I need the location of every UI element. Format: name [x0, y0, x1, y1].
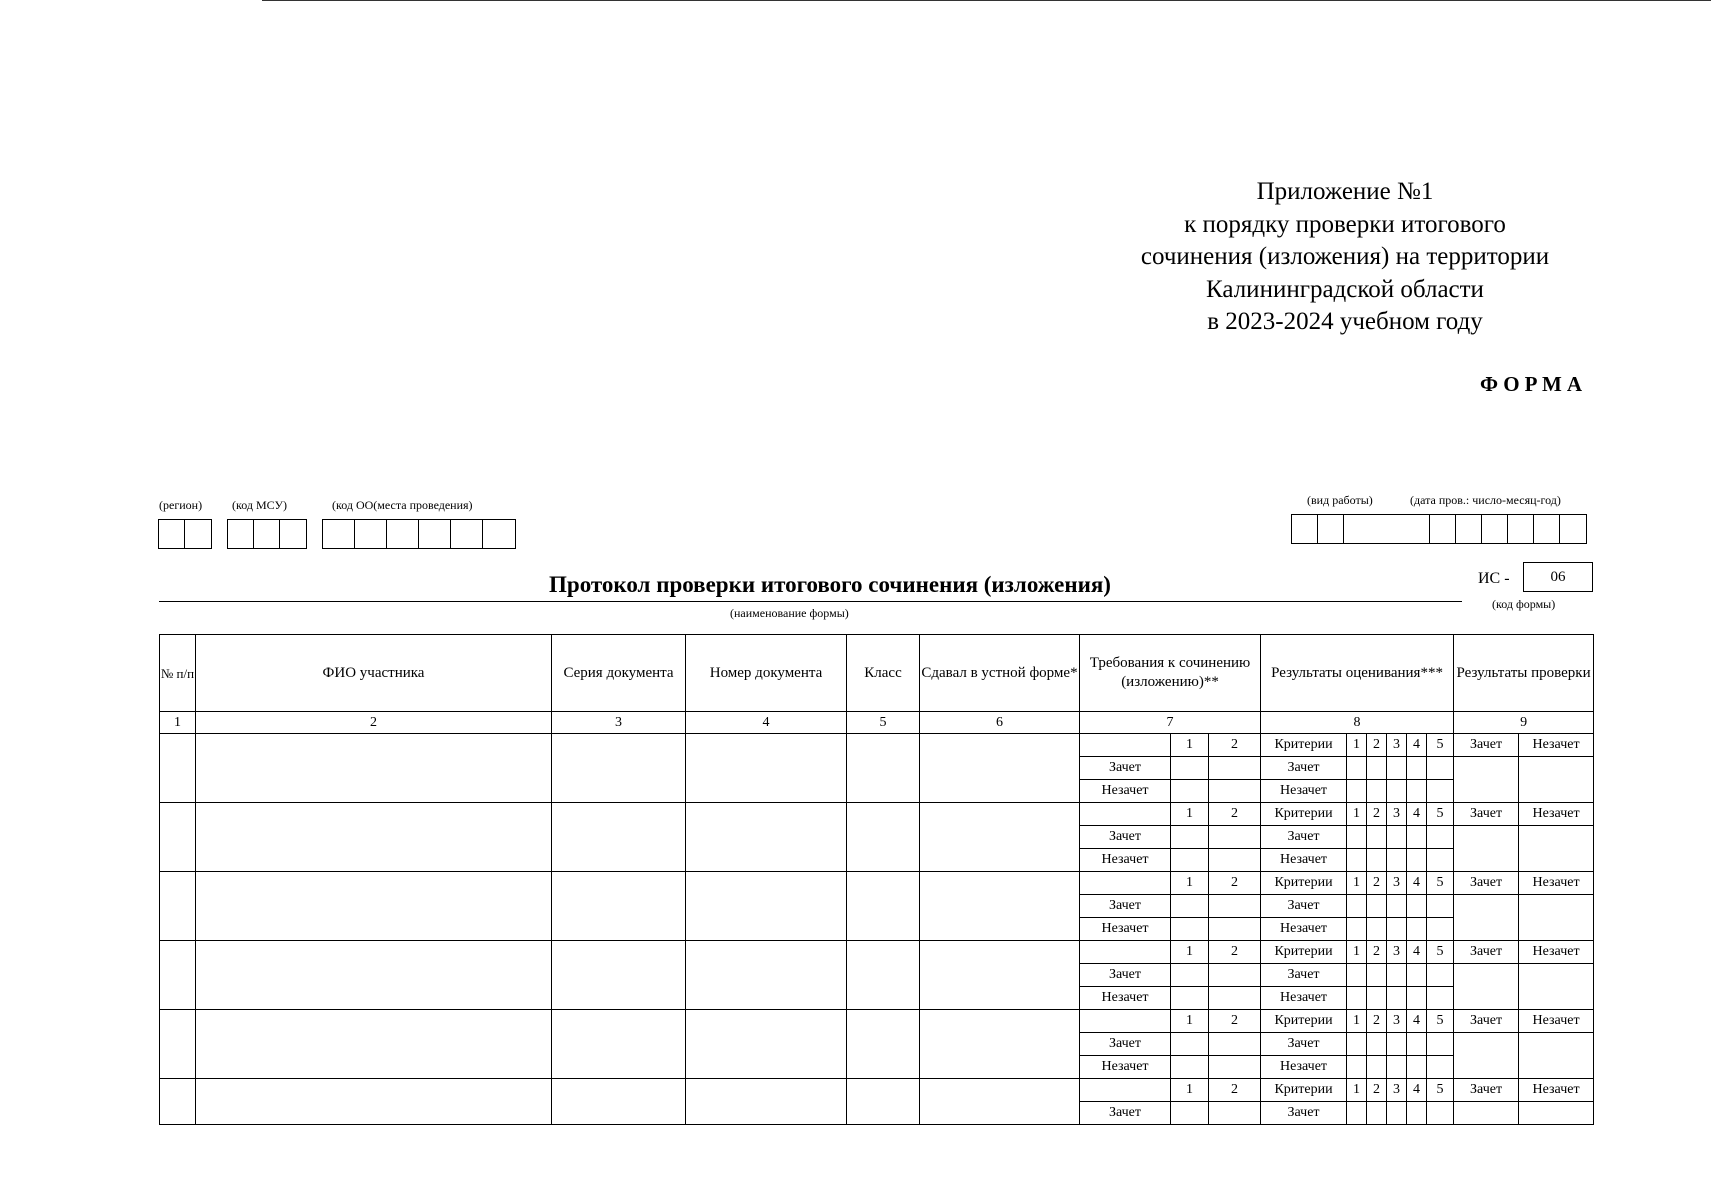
criterion-fail-cell[interactable]: [1427, 849, 1454, 872]
table-cell: 3: [1387, 941, 1407, 964]
table-cell: Незачет: [1080, 780, 1171, 803]
criterion-fail-cell[interactable]: [1427, 1056, 1454, 1079]
table-cell: 5: [1427, 803, 1454, 826]
participant-name-cell[interactable]: [196, 1010, 552, 1079]
table-cell: Зачет: [1261, 964, 1347, 987]
table-cell: 2: [1367, 734, 1387, 757]
criterion-pass-cell[interactable]: [1367, 895, 1387, 918]
requirement-1-pass-cell[interactable]: [1171, 1102, 1209, 1125]
requirement-1-fail-cell[interactable]: [1171, 987, 1209, 1010]
table-cell: [1080, 1079, 1171, 1102]
criterion-fail-cell[interactable]: [1367, 918, 1387, 941]
oral-form-cell[interactable]: [920, 803, 1080, 872]
requirement-1-pass-cell[interactable]: [1171, 1033, 1209, 1056]
table-cell: 1: [1171, 734, 1209, 757]
table-cell: 4: [1407, 1079, 1427, 1102]
table-cell: Критерии: [1261, 734, 1347, 757]
table-cell: 2: [1209, 941, 1261, 964]
oo-caption: (код ОО(места проведения): [332, 498, 473, 512]
column-number: 3: [552, 712, 686, 734]
requirement-2-pass-cell[interactable]: [1209, 895, 1261, 918]
criterion-fail-cell[interactable]: [1407, 849, 1427, 872]
table-cell: 1: [1171, 941, 1209, 964]
header-cell: Класс: [847, 635, 920, 712]
region-code-field[interactable]: [158, 519, 212, 549]
criterion-fail-cell[interactable]: [1367, 849, 1387, 872]
criterion-pass-cell[interactable]: [1427, 1033, 1454, 1056]
header-cell: № п/п: [160, 635, 196, 712]
criterion-fail-cell[interactable]: [1427, 918, 1454, 941]
table-cell: 2: [1367, 941, 1387, 964]
table-cell: 2: [1209, 872, 1261, 895]
participant-name-cell[interactable]: [196, 941, 552, 1010]
row-number-cell[interactable]: [160, 803, 196, 872]
table-cell: Зачет: [1080, 1102, 1171, 1125]
table-cell: 4: [1407, 941, 1427, 964]
criterion-pass-cell[interactable]: [1387, 964, 1407, 987]
table-cell: 2: [1209, 1010, 1261, 1033]
table-cell: 2: [1209, 1079, 1261, 1102]
table-cell: 5: [1427, 734, 1454, 757]
requirement-1-fail-cell[interactable]: [1171, 918, 1209, 941]
column-number: 7: [1080, 712, 1261, 734]
result-fail-cell[interactable]: [1519, 757, 1594, 803]
top-border-line: [262, 0, 1711, 1]
table-cell: [1080, 941, 1171, 964]
appendix-block: [1095, 176, 1595, 339]
criterion-fail-cell[interactable]: [1427, 987, 1454, 1010]
requirement-1-pass-cell[interactable]: [1171, 964, 1209, 987]
table-cell: 1: [1347, 872, 1367, 895]
table-cell: 2: [1367, 1079, 1387, 1102]
table-cell: Зачет: [1261, 1033, 1347, 1056]
table-cell: 2: [1209, 734, 1261, 757]
document-number-cell[interactable]: [686, 872, 847, 941]
table-cell: 5: [1427, 1010, 1454, 1033]
requirement-2-pass-cell[interactable]: [1209, 826, 1261, 849]
table-cell: 3: [1387, 803, 1407, 826]
table-cell: 1: [1171, 803, 1209, 826]
table-cell: 5: [1427, 1079, 1454, 1102]
oral-form-cell[interactable]: [920, 1079, 1080, 1125]
table-cell: Незачет: [1080, 987, 1171, 1010]
table-cell: Критерии: [1261, 803, 1347, 826]
form-code-box: 06: [1523, 562, 1593, 592]
result-fail-cell[interactable]: [1519, 1033, 1594, 1079]
criterion-pass-cell[interactable]: [1347, 1033, 1367, 1056]
document-number-cell[interactable]: [686, 941, 847, 1010]
criterion-fail-cell[interactable]: [1427, 780, 1454, 803]
table-cell: [1080, 1010, 1171, 1033]
table-cell: Зачет: [1080, 826, 1171, 849]
row-number-cell[interactable]: [160, 872, 196, 941]
participant-name-cell[interactable]: [196, 1079, 552, 1125]
criterion-pass-cell[interactable]: [1347, 757, 1367, 780]
document-number-cell[interactable]: [686, 1079, 847, 1125]
oral-form-cell[interactable]: [920, 734, 1080, 803]
criterion-pass-cell[interactable]: [1427, 1102, 1454, 1125]
column-number: 5: [847, 712, 920, 734]
row-number-cell[interactable]: [160, 1010, 196, 1079]
header-cell: Результаты проверки: [1454, 635, 1594, 712]
result-fail-cell[interactable]: [1519, 895, 1594, 941]
class-cell[interactable]: [847, 941, 920, 1010]
column-number: 8: [1261, 712, 1454, 734]
requirement-2-pass-cell[interactable]: [1209, 1102, 1261, 1125]
table-cell: 1: [1171, 1079, 1209, 1102]
table-cell: 5: [1427, 941, 1454, 964]
msu-caption: (код МСУ): [232, 498, 287, 512]
table-cell: Зачет: [1261, 895, 1347, 918]
criterion-fail-cell[interactable]: [1367, 987, 1387, 1010]
criterion-pass-cell[interactable]: [1367, 757, 1387, 780]
table-cell: Незачет: [1080, 849, 1171, 872]
table-cell: 1: [1171, 872, 1209, 895]
criterion-pass-cell[interactable]: [1347, 964, 1367, 987]
criterion-pass-cell[interactable]: [1407, 826, 1427, 849]
requirement-2-pass-cell[interactable]: [1209, 757, 1261, 780]
criterion-pass-cell[interactable]: [1387, 826, 1407, 849]
criterion-fail-cell[interactable]: [1387, 918, 1407, 941]
criterion-pass-cell[interactable]: [1347, 826, 1367, 849]
table-cell: 1: [1347, 941, 1367, 964]
table-cell: 2: [1209, 803, 1261, 826]
header-cell: Требования к сочинению (изложению)**: [1080, 635, 1261, 712]
header-cell: Номер документа: [686, 635, 847, 712]
table-cell: Зачет: [1454, 734, 1519, 757]
table-cell: 4: [1407, 803, 1427, 826]
protocol-title: Протокол проверки итогового сочинения (изложения): [549, 572, 1111, 597]
requirement-2-fail-cell[interactable]: [1209, 849, 1261, 872]
document-series-cell[interactable]: [552, 941, 686, 1010]
table-cell: 4: [1407, 872, 1427, 895]
form-code-prefix: ИС -: [1478, 570, 1510, 587]
criterion-fail-cell[interactable]: [1387, 987, 1407, 1010]
table-cell: Зачет: [1454, 941, 1519, 964]
column-number: 1: [160, 712, 196, 734]
table-row: [160, 941, 1594, 964]
document-series-cell[interactable]: [552, 872, 686, 941]
oral-form-cell[interactable]: [920, 872, 1080, 941]
requirement-2-fail-cell[interactable]: [1209, 918, 1261, 941]
result-fail-cell[interactable]: [1519, 1102, 1594, 1125]
msu-code-field[interactable]: [227, 519, 307, 549]
table-cell: Критерии: [1261, 1079, 1347, 1102]
table-cell: Зачет: [1261, 1102, 1347, 1125]
table-cell: Зачет: [1454, 872, 1519, 895]
form-name-caption: (наименование формы): [730, 606, 849, 620]
table-cell: Зачет: [1080, 964, 1171, 987]
criterion-pass-cell[interactable]: [1427, 895, 1454, 918]
table-cell: 1: [1347, 734, 1367, 757]
criterion-fail-cell[interactable]: [1407, 918, 1427, 941]
criterion-pass-cell[interactable]: [1407, 895, 1427, 918]
criterion-pass-cell[interactable]: [1407, 1102, 1427, 1125]
work-type-field[interactable]: [1291, 514, 1429, 544]
document-series-cell[interactable]: [552, 803, 686, 872]
table-row: [160, 872, 1594, 895]
table-row: [160, 803, 1594, 826]
class-cell[interactable]: [847, 803, 920, 872]
document-number-cell[interactable]: [686, 734, 847, 803]
criterion-pass-cell[interactable]: [1407, 1033, 1427, 1056]
requirement-1-pass-cell[interactable]: [1171, 826, 1209, 849]
criterion-pass-cell[interactable]: [1367, 1102, 1387, 1125]
form-code-caption: (код формы): [1492, 597, 1556, 611]
right-code-boxes: [1291, 514, 1587, 544]
class-cell[interactable]: [847, 1010, 920, 1079]
criterion-pass-cell[interactable]: [1407, 964, 1427, 987]
table-cell: 1: [1347, 1010, 1367, 1033]
criterion-pass-cell[interactable]: [1427, 964, 1454, 987]
appendix-line: Приложение №1: [1256, 178, 1434, 205]
table-cell: Зачет: [1261, 826, 1347, 849]
result-pass-cell[interactable]: [1454, 757, 1519, 803]
table-cell: 1: [1171, 1010, 1209, 1033]
requirement-2-fail-cell[interactable]: [1209, 1056, 1261, 1079]
column-number: 9: [1454, 712, 1594, 734]
region-caption: (регион): [159, 498, 203, 512]
table-cell: Незачет: [1080, 918, 1171, 941]
criterion-fail-cell[interactable]: [1347, 780, 1367, 803]
document-number-cell[interactable]: [686, 803, 847, 872]
table-cell: Незачет: [1261, 918, 1347, 941]
criterion-pass-cell[interactable]: [1347, 1102, 1367, 1125]
criterion-fail-cell[interactable]: [1387, 849, 1407, 872]
row-number-cell[interactable]: [160, 734, 196, 803]
requirement-1-fail-cell[interactable]: [1171, 780, 1209, 803]
table-cell: 3: [1387, 734, 1407, 757]
table-cell: Незачет: [1519, 941, 1594, 964]
class-cell[interactable]: [847, 734, 920, 803]
criterion-pass-cell[interactable]: [1367, 1033, 1387, 1056]
table-cell: Незачет: [1261, 780, 1347, 803]
criterion-fail-cell[interactable]: [1387, 780, 1407, 803]
table-cell: 2: [1367, 1010, 1387, 1033]
table-cell: Незачет: [1519, 1010, 1594, 1033]
criterion-fail-cell[interactable]: [1347, 987, 1367, 1010]
table-cell: Зачет: [1454, 1079, 1519, 1102]
table-cell: Критерии: [1261, 1010, 1347, 1033]
result-fail-cell[interactable]: [1519, 964, 1594, 1010]
table-cell: 3: [1387, 872, 1407, 895]
work-type-caption: (вид работы): [1307, 493, 1373, 507]
criterion-pass-cell[interactable]: [1347, 895, 1367, 918]
document-number-cell[interactable]: [686, 1010, 847, 1079]
criterion-fail-cell[interactable]: [1367, 1056, 1387, 1079]
table-cell: 3: [1387, 1010, 1407, 1033]
result-fail-cell[interactable]: [1519, 826, 1594, 872]
table-cell: Критерии: [1261, 872, 1347, 895]
criterion-fail-cell[interactable]: [1407, 1056, 1427, 1079]
appendix-line: к порядку проверки итогового: [1184, 210, 1506, 238]
row-number-cell[interactable]: [160, 1079, 196, 1125]
header-row: [160, 635, 1594, 712]
column-number: 2: [196, 712, 552, 734]
participant-name-cell[interactable]: [196, 803, 552, 872]
table-cell: [1080, 872, 1171, 895]
oo-code-field[interactable]: [322, 519, 516, 549]
requirement-1-fail-cell[interactable]: [1171, 849, 1209, 872]
header-cell: Результаты оценивания***: [1261, 635, 1454, 712]
table-cell: Зачет: [1261, 757, 1347, 780]
result-pass-cell[interactable]: [1454, 1033, 1519, 1079]
table-cell: Зачет: [1080, 895, 1171, 918]
table-cell: 2: [1367, 803, 1387, 826]
table-cell: Зачет: [1080, 757, 1171, 780]
criterion-pass-cell[interactable]: [1387, 895, 1407, 918]
appendix-line: Калининградской области: [1206, 275, 1484, 303]
table-cell: Незачет: [1261, 1056, 1347, 1079]
table-cell: [1080, 734, 1171, 757]
document-series-cell[interactable]: [552, 1079, 686, 1125]
table-cell: Незачет: [1519, 803, 1594, 826]
result-pass-cell[interactable]: [1454, 1102, 1519, 1125]
table-cell: 3: [1387, 1079, 1407, 1102]
table-cell: Критерии: [1261, 941, 1347, 964]
criterion-pass-cell[interactable]: [1387, 757, 1407, 780]
criterion-pass-cell[interactable]: [1407, 757, 1427, 780]
table-cell: [1080, 803, 1171, 826]
result-pass-cell[interactable]: [1454, 964, 1519, 1010]
table-cell: Зачет: [1454, 1010, 1519, 1033]
table-row: [160, 1010, 1594, 1033]
participant-name-cell[interactable]: [196, 872, 552, 941]
date-caption: (дата пров.: число-месяц-год): [1410, 493, 1561, 507]
requirement-1-pass-cell[interactable]: [1171, 757, 1209, 780]
criterion-fail-cell[interactable]: [1407, 987, 1427, 1010]
criterion-pass-cell[interactable]: [1387, 1033, 1407, 1056]
table-cell: Незачет: [1261, 987, 1347, 1010]
column-number: 4: [686, 712, 847, 734]
table-cell: 5: [1427, 872, 1454, 895]
document-series-cell[interactable]: [552, 1010, 686, 1079]
criterion-fail-cell[interactable]: [1347, 918, 1367, 941]
appendix-line: сочинения (изложения) на территории: [1140, 243, 1550, 270]
table-cell: Незачет: [1080, 1056, 1171, 1079]
criterion-pass-cell[interactable]: [1427, 757, 1454, 780]
table-cell: 1: [1347, 1079, 1367, 1102]
participant-name-cell[interactable]: [196, 734, 552, 803]
table-cell: 4: [1407, 1010, 1427, 1033]
oral-form-cell[interactable]: [920, 941, 1080, 1010]
criterion-fail-cell[interactable]: [1407, 780, 1427, 803]
criterion-pass-cell[interactable]: [1367, 826, 1387, 849]
criterion-fail-cell[interactable]: [1347, 1056, 1367, 1079]
requirement-2-pass-cell[interactable]: [1209, 1033, 1261, 1056]
date-field[interactable]: [1429, 514, 1587, 544]
table-cell: Незачет: [1519, 872, 1594, 895]
table-cell: Зачет: [1454, 803, 1519, 826]
protocol-table: [159, 634, 1594, 1125]
form-name-underline: [159, 601, 1462, 602]
class-cell[interactable]: [847, 1079, 920, 1125]
document-series-cell[interactable]: [552, 734, 686, 803]
criterion-fail-cell[interactable]: [1387, 1056, 1407, 1079]
table-cell: 1: [1347, 803, 1367, 826]
left-code-boxes: [158, 519, 516, 549]
criterion-fail-cell[interactable]: [1367, 780, 1387, 803]
table-row: [160, 734, 1594, 757]
forma-label: ФОРМА: [1480, 372, 1588, 396]
table-cell: Незачет: [1261, 849, 1347, 872]
row-number-cell[interactable]: [160, 941, 196, 1010]
criterion-pass-cell[interactable]: [1427, 826, 1454, 849]
criterion-fail-cell[interactable]: [1347, 849, 1367, 872]
column-number: 6: [920, 712, 1080, 734]
table-cell: 2: [1367, 872, 1387, 895]
table-cell: Незачет: [1519, 1079, 1594, 1102]
table-cell: Незачет: [1519, 734, 1594, 757]
header-cell: Серия документа: [552, 635, 686, 712]
criterion-pass-cell[interactable]: [1387, 1102, 1407, 1125]
result-pass-cell[interactable]: [1454, 895, 1519, 941]
requirement-2-fail-cell[interactable]: [1209, 987, 1261, 1010]
appendix-line: в 2023-2024 учебном году: [1207, 308, 1483, 335]
requirement-1-fail-cell[interactable]: [1171, 1056, 1209, 1079]
header-cell: Сдавал в устной форме*: [920, 635, 1080, 712]
requirement-1-pass-cell[interactable]: [1171, 895, 1209, 918]
requirement-2-fail-cell[interactable]: [1209, 780, 1261, 803]
oral-form-cell[interactable]: [920, 1010, 1080, 1079]
result-pass-cell[interactable]: [1454, 826, 1519, 872]
criterion-pass-cell[interactable]: [1367, 964, 1387, 987]
class-cell[interactable]: [847, 872, 920, 941]
column-number-row: [160, 712, 1594, 734]
requirement-2-pass-cell[interactable]: [1209, 964, 1261, 987]
table-cell: 4: [1407, 734, 1427, 757]
header-cell: ФИО участника: [196, 635, 552, 712]
table-row: [160, 1079, 1594, 1102]
table-cell: Зачет: [1080, 1033, 1171, 1056]
